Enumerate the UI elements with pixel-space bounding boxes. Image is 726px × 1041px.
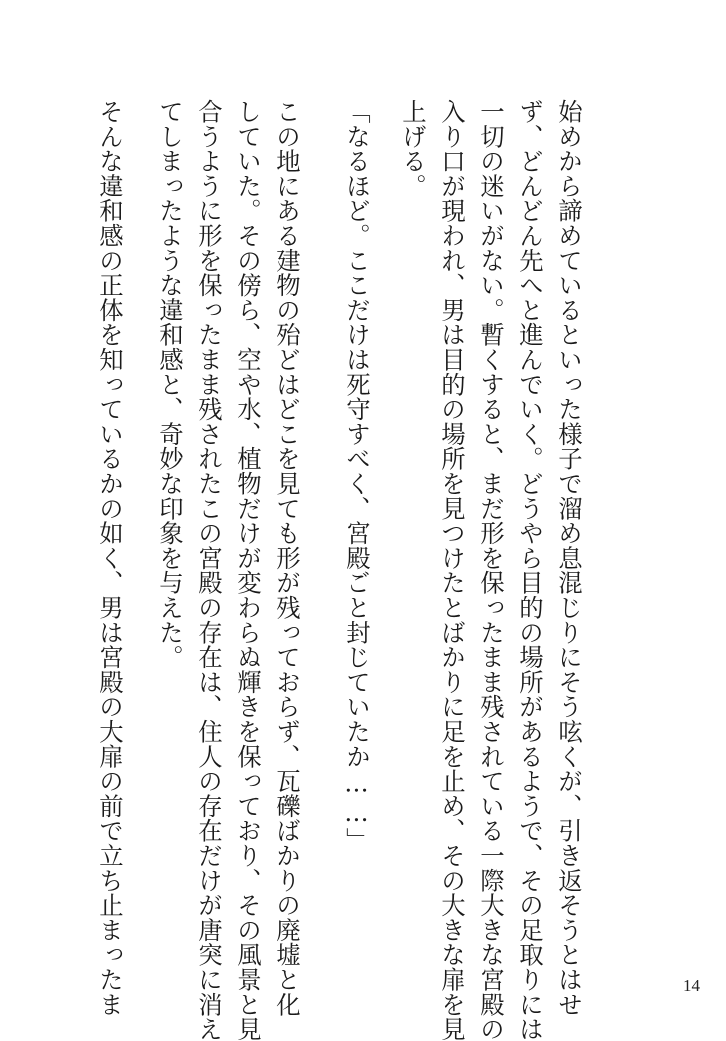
text-line-14: そんな違和感の正体を知っているかの如く、男は宮殿の大扉の前で立ち止まったま bbox=[95, 99, 124, 1017]
text-line-2: ず、どんどん先へと進んでいく。どうやら目的の場所があるようで、その足取りには bbox=[515, 99, 544, 1041]
text-line-3: 一切の迷いがない。暫くすると、まだ形を保ったまま残されている一際大きな宮殿の bbox=[476, 99, 505, 1041]
blank-line-8 bbox=[302, 99, 332, 959]
text-line-4: 入り口が現われ、男は目的の場所を見つけたとばかりに足を止め、その大きな扉を見 bbox=[437, 99, 466, 1041]
text-line-5: 上げる。 bbox=[398, 99, 427, 199]
text-line-12: てしまったような違和感と、奇妙な印象を与えた。 bbox=[155, 99, 184, 670]
text-line-1: 始めから諦めているといった様子で溜め息混じりにそう呟くが、引き返そうとはせ bbox=[554, 99, 583, 1017]
text-line-11: 合うように形を保ったまま残されたこの宮殿の存在は、住人の存在だけが唐突に消え bbox=[194, 99, 223, 1041]
text-line-9: この地にある建物の殆どはどこを見ても形が残っておらず、瓦礫ばかりの廃墟と化 bbox=[272, 99, 301, 1017]
page-number: 14 bbox=[683, 976, 700, 995]
text-line-10: していた。その傍ら、空や水、植物だけが変わらぬ輝きを保っており、その風景と見 bbox=[233, 99, 262, 1041]
blank-line-13 bbox=[124, 99, 154, 959]
dialogue-line: 「なるほど。ここだけは死守すべく、宮殿ごと封じていたか……」 bbox=[342, 99, 371, 853]
